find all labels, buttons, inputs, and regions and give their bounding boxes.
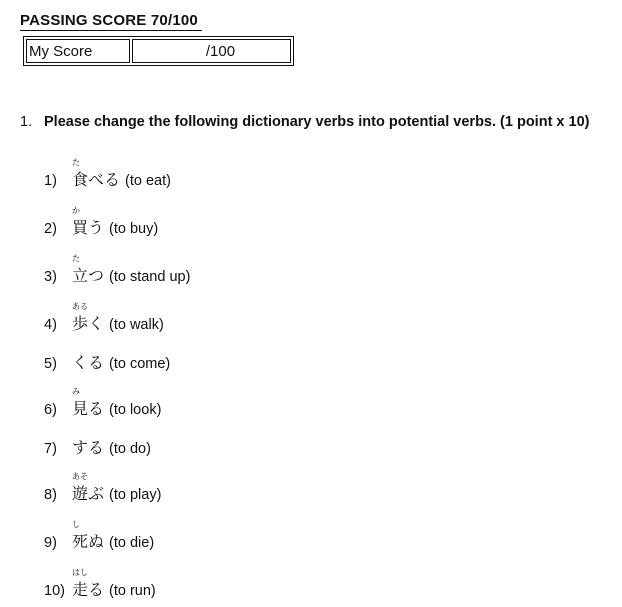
verb-text: 走る — [72, 580, 105, 599]
score-label: My Score — [26, 39, 130, 63]
list-item — [44, 520, 155, 552]
item-number: 2) — [44, 221, 57, 237]
verb — [72, 254, 105, 285]
furigana: ある — [72, 302, 88, 311]
list-item — [44, 254, 191, 286]
verb-text: くる — [72, 353, 105, 372]
question-1 — [20, 113, 589, 131]
item-number: 4) — [44, 317, 57, 333]
verb — [72, 568, 105, 599]
passing-score-heading: PASSING SCORE 70/100 — [20, 12, 202, 31]
item-number: 10) — [44, 583, 65, 599]
meaning: (to do) — [109, 441, 151, 457]
item-number: 6) — [44, 402, 57, 418]
furigana: み — [72, 387, 80, 396]
furigana: た — [72, 254, 80, 263]
item-number: 1) — [44, 173, 57, 189]
list-item — [44, 302, 164, 334]
furigana: た — [72, 158, 80, 167]
furigana: はし — [72, 568, 88, 577]
furigana: あそ — [72, 472, 88, 481]
item-number: 7) — [44, 441, 57, 457]
item-number: 8) — [44, 487, 57, 503]
verb — [72, 354, 104, 372]
meaning: (to die) — [109, 535, 155, 551]
verb — [72, 520, 105, 551]
verb-text: 歩く — [72, 314, 105, 333]
verb-text: 死ぬ — [72, 532, 105, 551]
verb — [72, 439, 104, 457]
list-item — [44, 158, 171, 190]
meaning: (to walk) — [109, 317, 164, 333]
verb — [72, 387, 105, 418]
verb — [72, 302, 105, 333]
item-number: 5) — [44, 356, 57, 372]
list-item — [44, 439, 151, 458]
verb — [72, 206, 105, 237]
meaning: (to play) — [109, 487, 162, 503]
furigana: し — [72, 520, 80, 529]
score-box — [23, 36, 294, 66]
list-item — [44, 354, 170, 373]
list-item — [44, 387, 162, 419]
verb-text: 遊ぶ — [72, 484, 105, 503]
verb — [72, 472, 105, 503]
verb-text: 見る — [72, 399, 105, 418]
furigana: か — [72, 206, 80, 215]
list-item — [44, 472, 162, 504]
list-item — [44, 568, 156, 600]
verb-text: 買う — [72, 218, 105, 237]
score-value: /100 — [205, 42, 236, 60]
meaning: (to stand up) — [109, 269, 191, 285]
verb-text: 食べる — [72, 170, 121, 189]
verb — [72, 158, 121, 189]
item-number: 3) — [44, 269, 57, 285]
meaning: (to look) — [109, 402, 162, 418]
item-number: 9) — [44, 535, 57, 551]
verb-text: する — [72, 438, 105, 457]
score-value-cell — [132, 39, 291, 63]
list-item — [44, 206, 159, 238]
question-number: 1. — [20, 114, 33, 130]
question-text: Please change the following dictionary verbs into potential verbs. (1 point x 10) — [44, 114, 590, 130]
meaning: (to come) — [109, 356, 171, 372]
meaning: (to run) — [109, 583, 156, 599]
verb-text: 立つ — [72, 266, 105, 285]
meaning: (to buy) — [109, 221, 159, 237]
meaning: (to eat) — [125, 173, 171, 189]
